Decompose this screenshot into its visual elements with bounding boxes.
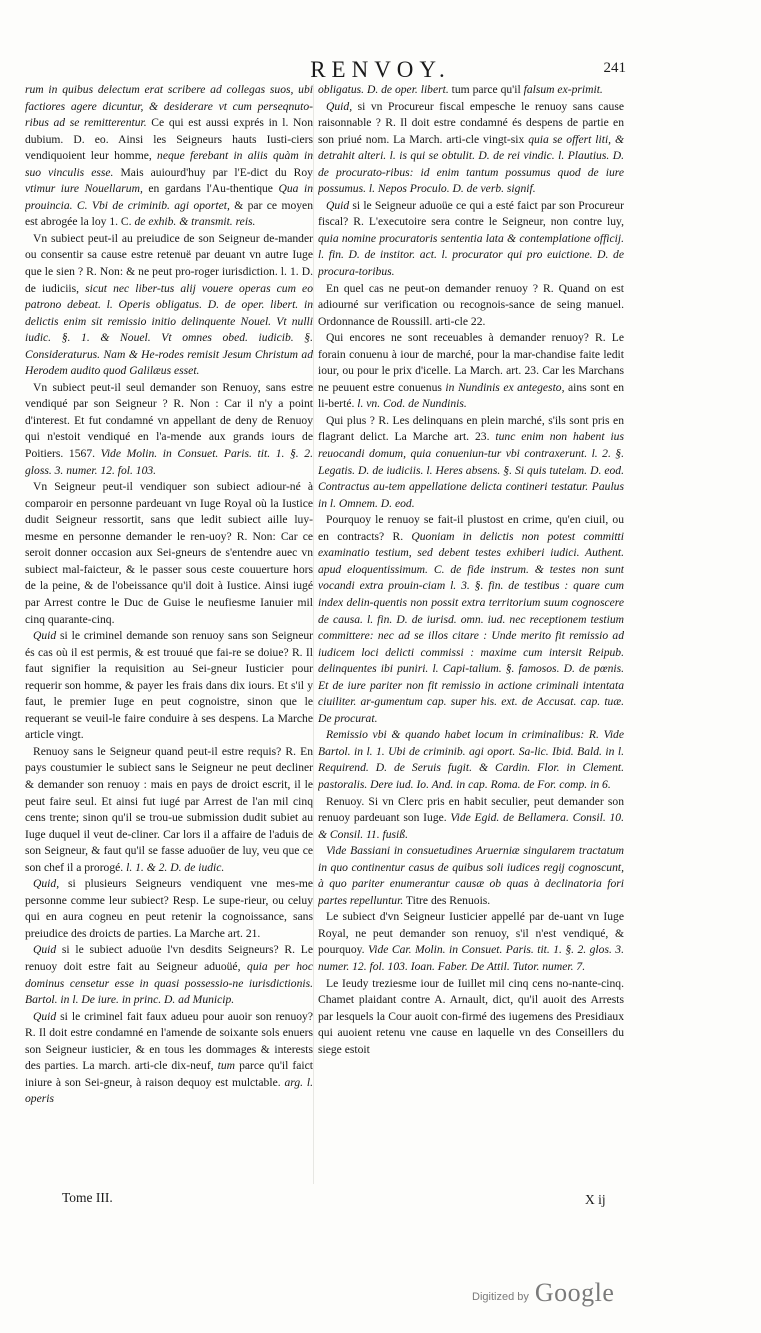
latin-citation: quia se offert liti, & detrahit alteri. l. is qui se obtulit. D. de rei vindic. l. Plautius. D. de procurato-ribus: id enim tantum possumus quod de iure possumus. l. Nepos Proculo. D. de verb. signif. <box>318 132 624 196</box>
digitized-by-google-watermark <box>472 1278 614 1308</box>
latin-citation: falsum ex-primit. <box>520 83 603 96</box>
latin-citation: Qua in prouincia. C. Vbi de criminib. agi oportet, <box>25 182 313 212</box>
latin-citation: tunc enim non habent ius reuocandi domum, quia conueniun-tur vbi contraxerunt. l. 2. §. Legatis. D. de iudiciis. l. Heres absens. §. Si quis tutelam. D. eod. Contractus au-tem appellatione delicta contineri testatur. Paulus in l. Omnem. D. eod. <box>318 430 624 510</box>
latin-citation: obligatus. D. de oper. libert. <box>318 83 449 96</box>
paragraph <box>25 876 313 942</box>
latin-citation: Quid, <box>326 99 353 113</box>
paragraph <box>318 281 624 331</box>
text-run: parce qu'il faict iniure à son Sei-gneur, à raison dequoy est mulctable. <box>25 1059 313 1089</box>
latin-citation: rum in quibus delectum erat scribere ad collegas suos, ubi factiores agere dicuntur, & desiderare vt cum perseqnuto-ribus ad se remitterentur. <box>25 83 313 130</box>
text-run: Le subiect d'vn Seigneur Iusticier appellé par de-uant vn Iuge Royal, ne peut demander son renuoy, s'il n'est vendiqué, & pourquoy. <box>318 910 624 957</box>
paragraph <box>25 231 313 380</box>
column-gutter <box>313 84 314 1184</box>
signature-mark: X ij <box>585 1192 606 1207</box>
paragraph <box>318 843 624 909</box>
text-run: Renuoy sans le Seigneur quand peut-il estre requis? R. En pays coustumier le subiect sans le Seigneur ne peut decliner & demander son renuoy : mais en pays de droict escrit, il le peut faire seul. Et ainsi fut iugé par Arrest de l'an mil cinq cens trente; sinon qu'il se trou-ue submission dudit subiet au Iuge duquel il veut de-cliner. Car lors il a affaire de l'aduis de son Seigneur, & faut qu'il se fasse aduoüer de luy, veu que ce son chef il a prorogé. <box>25 744 313 874</box>
text-run: tum parce qu'il <box>448 83 521 96</box>
text-run: En quel cas ne peut-on demander renuoy ? R. Quand on est adiourné sur verification ou recognois-sance de seing manuel. Ordonnance de Roussill. arti-cle 22. <box>318 281 624 328</box>
page-number: 241 <box>603 60 626 76</box>
text-run: Qui encores ne sont receuables à demander renuoy? R. Le forain conuenu à iour de marché, pour la mar-chandise faite ledit iour, ou pour le prix d'icelle. La March. art. 23. Car les Marchans ne peuuent estre conuenus <box>318 331 624 394</box>
latin-citation: Quid <box>33 943 57 957</box>
latin-citation: Vide Egid. de Bellamera. Consil. 10. & Consil. 11. fusiß. <box>318 811 624 841</box>
text-run: Titre des Renuois. <box>403 893 491 907</box>
latin-citation: arg. l. operis <box>25 1075 313 1106</box>
text-run: si le Seigneur aduoüe ce qui a esté faict par son Procureur fiscal? R. L'executoire sera contre le Seigneur, non contre luy, <box>318 198 624 229</box>
text-run: Vn Seigneur peut-il vendiquer son subiect adiour-né à comparoir en personne pardeuant vn Iuge Royal où la Iustice dudit Seigneur ressortit, sans que ledit subiect aille luy-mesme en personne demander le ren-uoy? R. Non: Car ce seroit donner occasion aux Sei-gneurs de s'entendre auec vn subiect mal-faicteur, & le passer sous ceste couuerture hors de la peine, & de l'obeissance qu'il doit à Iustice. Ainsi iugé par Arrest contre le Duc de Guise le neufiesme Ianuier mil cinq quarante-cinq. <box>25 480 313 626</box>
text-run: si vn Procureur fiscal empesche le renuoy sans cause raisonnable ? R. Il doit estre condamné és despens de partie en son priué nom. La March. arti-cle vingt-six <box>318 99 624 146</box>
latin-citation: tum <box>213 1059 236 1073</box>
text-run: si le criminel demande son renuoy sans son Seigneur és cas où il est permis, & est trouué que fai-re se doiue? R. Il faut signifier la requisition au Sei-gneur Iusticier pour requerir son homme, & payer les frais dans dix iours. Et s'il y faut, le premier Iuge en peut cognoistre, sinon que le requerant se veuil-le faire conduire à ses despens. La Marche article vingt. <box>25 629 313 742</box>
paragraph <box>25 628 313 744</box>
text-run: en gardans l'Au-thentique <box>142 182 273 196</box>
paragraph <box>25 1009 313 1108</box>
paragraph <box>25 380 313 479</box>
running-title: RENVOY. <box>310 57 451 82</box>
text-run: Pourquoy le renuoy se fait-il plustost en crime, qu'en ciuil, ou en contracts? R. <box>318 513 624 543</box>
right-column <box>318 82 624 1190</box>
text-run: si le subiect aduoüe l'vn desdits Seigneurs? R. Le renuoy doit estre fait au Seigneur aduoüé, <box>25 943 313 973</box>
text-run: Renuoy. Si vn Clerc pris en habit seculier, peut demander son renuoy pardeuant son Iuge. <box>318 794 624 825</box>
paragraph <box>318 727 624 793</box>
paragraph <box>25 82 313 231</box>
paragraph <box>25 942 313 1008</box>
paragraph <box>25 479 313 628</box>
text-run: si plusieurs Seigneurs vendiquent vne mes-me personne comme leur subiect? Resp. Le supe-rieur, ou celuy qui en aura cogneu en peut retenir la cognoissance, sans preiudice des droicts de parties. La Marche art. 21. <box>25 877 313 940</box>
latin-citation: Quid, <box>33 877 60 891</box>
latin-citation: sicut nec liber-tus alij vouere operas cum eo patrono debeat. l. Operis obligatus. D. de oper. libert. in delictis enim sit remissio initio delinquente Nouel. Vt nulli iudic. §. 1. & Nouel. Vt omnes obed. iudicib. §. Consideraturus. Nam & He-rodes remisit Jesum Christum ad Herodem audito quod Galilæus esset. <box>25 281 313 378</box>
watermark-prefix: Digitized by <box>472 1291 529 1303</box>
text-run: Vn subiect peut-il seul demander son Renuoy, sans estre vendiqué par son Seigneur ? R. Non : Car il n'y a point d'interest. Et fut condamné vn appellant de deny de Renuoy qui n'estoit vendiqué en l'a-mende aux grands iours de Poitiers. 1567. <box>25 380 313 461</box>
text-run: & par ce moyen est abrogée la loy 1. C. <box>25 198 313 229</box>
paragraph <box>25 744 313 876</box>
left-column <box>25 82 313 1190</box>
paragraph <box>318 82 624 99</box>
paragraph <box>318 198 624 281</box>
latin-citation: quia nomine procuratoris sententia lata & contemplatione officij. l. fin. D. de institor. act. l. procurator qui pro euictione. D. de procura-toribus. <box>318 231 624 279</box>
latin-citation: quia per hoc dominus censetur esse in quasi possessio-ne iurisdictionis. Bartol. in l. De iure. in princ. D. ad Municip. <box>25 959 313 1007</box>
latin-citation: Vide Bassiani in consuetudines Aruerniæ singularem tractatum in quo continentur casus de quibus soli iudices regij cognoscunt, à quo pariter enumerantur causæ ob quas à declinatoria fori partes repelluntur. <box>318 844 624 907</box>
latin-citation: Quid <box>326 198 350 212</box>
latin-citation: vtimur iure Nouellarum, <box>25 182 143 196</box>
latin-citation: de exhib. & transmit. reis. <box>131 215 256 229</box>
text-run: Qui plus ? R. Les delinquans en plein marché, s'ils sont pris en flagrant delict. La Marche art. 23. <box>318 413 624 444</box>
paragraph <box>318 909 624 975</box>
latin-citation: Vide Car. Molin. in Consuet. Paris. tit. 1. §. 2. glos. 3. numer. 12. fol. 103. Ioan. Faber. De Attil. Tutor. numer. 7. <box>318 943 624 973</box>
latin-citation: Vide Molin. in Consuet. Paris. tit. 1. §. 2. gloss. 3. numer. 12. fol. 103. <box>25 447 313 477</box>
text-run: ains sont en li-berté. <box>318 380 624 411</box>
latin-citation: l. 1. & 2. D. de iudic. <box>123 860 225 874</box>
text-run: Mais auiourd'huy par l'E-dict du Roy <box>113 165 313 179</box>
paragraph <box>318 99 624 198</box>
latin-citation: in Nundinis ex antegesto, <box>441 380 565 394</box>
text-run: Vn subiect peut-il au preiudice de son Seigneur de-mander ou consentir sa cause estre retenuë par deuant vn autre Iuge que le sien ? R. Non: & ne peut pro-roger iurisdiction. l. 1. D. de iudiciis, <box>25 231 313 295</box>
latin-citation: Quoniam in delictis non potest committi examinatio testium, sed debent testes exhiberi iudici. Authent. apud eloquentissimum. C. de fide instrum. & testes non sunt vocandi extra prouin-ciam l. 3. §. fin. de testibus : quare cum index delin-quentis non possit extra territorium suum cognoscere de causa. l. fin. D. de iurisd. omn. iud. nec receptionem testium committere: nec ad se illos citare : Unde merito fit remissio ad iudicem loci delicti commissi : maxime cum intersit Reipub. delinquentes ibi puniri. l. Capi-talium. §. famosos. D. de pœnis. Et de iure pariter non fit remissio in actione criminali intentata ciuiliter. ar-gumentum cap. super his. ext. de Accusat. cap. tuæ. De procurat. <box>318 529 624 725</box>
paragraph <box>318 413 624 512</box>
paragraph <box>318 976 624 1059</box>
paragraph <box>318 330 624 413</box>
latin-citation: Quid <box>33 629 57 643</box>
volume-label: Tome III. <box>62 1190 113 1205</box>
text-run: Ce qui est aussi exprés in l. Non dubium. D. eo. Ainsi les Seigneurs hauts Iusti-ciers vendiquoient leur homme, <box>25 116 313 163</box>
latin-citation: Remissio vbi & quando habet locum in criminalibus: R. Vide Bartol. in l. 1. Ubi de criminib. agi oport. Sa-lic. Ibid. Bald. in l. Requirend. D. de Seruis fugit. & Cardin. Flor. in Clement. pastoralis. Dere iud. Io. And. in cap. Roma. de For. comp. in 6. <box>318 728 624 791</box>
paragraph <box>318 512 624 727</box>
paragraph <box>318 794 624 844</box>
latin-citation: l. vn. Cod. de Nundinis. <box>354 397 467 411</box>
latin-citation: Quid <box>33 1009 57 1023</box>
google-logo: Google <box>534 1278 615 1307</box>
text-run: Le Ieudy treziesme iour de Iuillet mil cinq cens no-nante-cinq. Chamet plaidant contre A. Arnault, dict, qu'il auoit des Arrests par lesquels la Cour auoit con-firmé des iugemens des Presidiaux qui auoient retenu vne cause en laquelle vn des Conseillers du siege estoit <box>318 976 624 1056</box>
latin-citation: neque ferebant in aliis quàm in suo vinculis esse. <box>25 149 313 179</box>
text-run: si le criminel fait faux adueu pour auoir son renuoy? R. Il doit estre condamné en l'amende de soixante sols enuers son Seigneur iusticier, & en tous les dommages & interests des parties. La march. arti-cle dix-neuf, <box>25 1009 313 1073</box>
